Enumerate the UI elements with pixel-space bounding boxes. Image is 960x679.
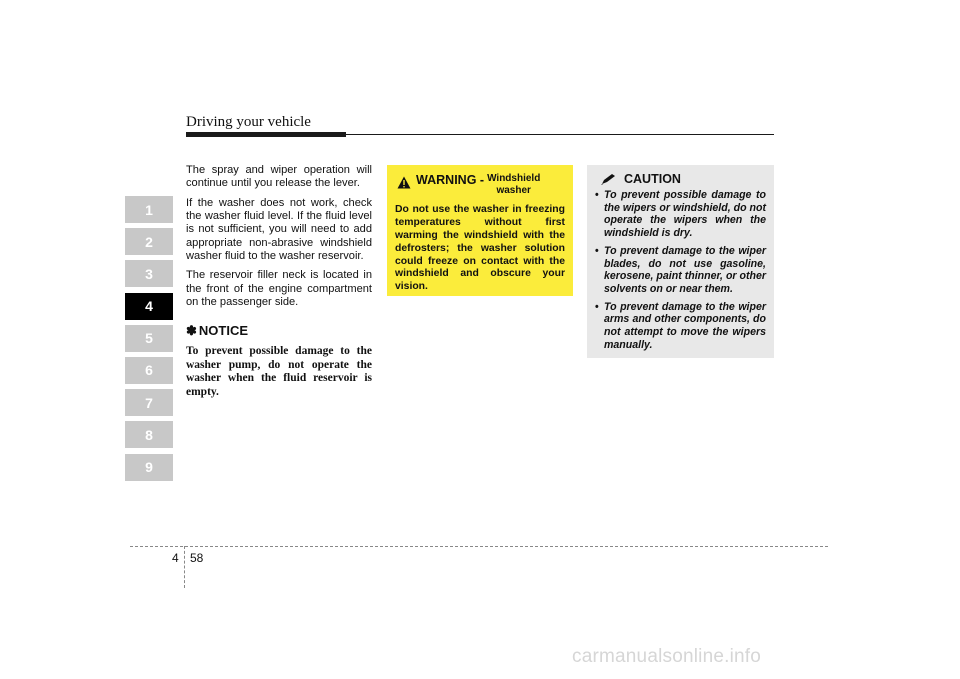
caution-item-text: To prevent damage to the wiper blades, do not use gasoline, kerosene, paint thinner, or other solvents on or near them. (604, 244, 766, 295)
caution-item (595, 245, 766, 296)
body-paragraph: The reservoir filler neck is located in the front of the engine compartment on the passenger side. (186, 269, 372, 308)
chapter-tab-6[interactable]: 6 (125, 357, 173, 384)
bullet-icon: • (595, 244, 599, 257)
chapter-tab-4-active[interactable]: 4 (125, 293, 173, 320)
chapter-tab-3[interactable]: 3 (125, 260, 173, 287)
chapter-tab-5[interactable]: 5 (125, 325, 173, 352)
warning-label: WARNING - (416, 173, 485, 187)
chapter-tab-7[interactable]: 7 (125, 389, 173, 416)
watermark: carmanualsonline.info (572, 646, 762, 667)
warning-subject (487, 173, 540, 196)
page-header-title: Driving your vehicle (186, 114, 311, 130)
warning-subject-line: Windshield (487, 173, 541, 184)
warning-triangle-icon (397, 176, 411, 189)
header-rule-line (346, 134, 774, 135)
notice-heading (186, 323, 372, 339)
footer-divider (130, 546, 828, 547)
caution-item-text: To prevent possible damage to the wipers or windshield, do not operate the wipers when the windshield is dry. (604, 189, 766, 240)
notice-text: To prevent possible damage to the washer pump, do not operate the washer when the fluid reservoir is empty. (186, 344, 372, 399)
caution-box (587, 165, 774, 358)
chapter-tab-2[interactable]: 2 (125, 228, 173, 255)
caution-item (595, 189, 766, 240)
caution-title: CAUTION (624, 172, 681, 186)
chapter-tab-1[interactable]: 1 (125, 196, 173, 223)
bullet-icon: • (595, 189, 599, 201)
warning-subject-line: washer (496, 184, 531, 196)
left-text-column (186, 164, 372, 406)
body-paragraph: The spray and wiper operation will continue until you release the lever. (186, 164, 372, 190)
chapter-tab-8[interactable]: 8 (125, 421, 173, 448)
warning-text: Do not use the washer in freezing temperatures without first warming the windshield with the defrosters; the washer solution could freeze on contact with the windshield and obscure your vision. (395, 204, 565, 293)
caution-item-text: To prevent damage to the wiper arms and other components, do not attempt to move the wipers manually. (604, 300, 766, 351)
notice-star-icon: ✽ (186, 323, 197, 339)
caution-heading (595, 172, 766, 186)
caution-item (595, 301, 766, 352)
warning-heading (395, 173, 565, 196)
chapter-tabs (125, 196, 173, 486)
footer-section-number: 4 (172, 551, 179, 565)
footer-vertical-divider (184, 546, 185, 588)
warning-box (387, 165, 573, 296)
caution-list (595, 189, 766, 351)
pen-icon (600, 173, 618, 185)
chapter-tab-9[interactable]: 9 (125, 454, 173, 481)
body-paragraph: If the washer does not work, check the washer fluid level. If the fluid level is not sufficient, you will need to add appropriate non-abrasive windshield washer fluid to the washer reservoir. (186, 196, 372, 262)
bullet-icon: • (595, 300, 599, 313)
footer-page-number: 58 (190, 551, 204, 565)
notice-title: NOTICE (198, 323, 249, 339)
header-rule-bar (186, 132, 346, 137)
